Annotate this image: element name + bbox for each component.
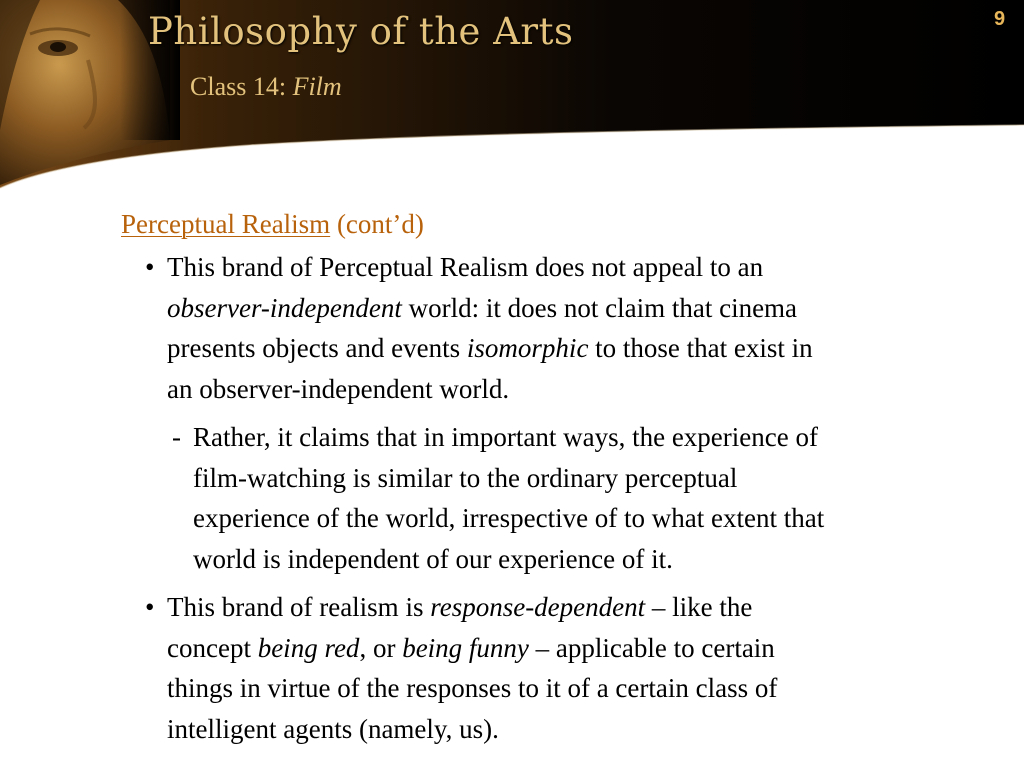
- class-label: Class 14:: [190, 72, 287, 101]
- emphasis-text: isomorphic: [466, 333, 589, 363]
- bullet-item: [145, 587, 778, 749]
- emphasis-text: being red: [257, 632, 360, 663]
- bullet-line: presents objects and events isomorphic to those that exist in: [167, 333, 813, 363]
- bullet-line: observer-independent world: it does not claim that cinema: [167, 292, 798, 323]
- sub-bullet-line: film-watching is similar to the ordinary perceptual: [193, 462, 738, 493]
- bullet-line: an observer-independent world.: [167, 373, 510, 404]
- bullet-marker: •: [145, 252, 155, 282]
- bullet-line: concept being red, or being funny – applicable to certain: [167, 632, 775, 663]
- bullet-line: intelligent agents (namely, us).: [167, 713, 499, 744]
- class-topic: Film: [292, 72, 342, 101]
- slide-number: 9: [994, 8, 1006, 30]
- sub-bullet-line: Rather, it claims that in important ways, the experience of: [193, 422, 818, 452]
- slide-heading: [121, 204, 424, 244]
- dash-marker: -: [172, 422, 181, 452]
- emphasis-text: response-dependent: [430, 592, 646, 622]
- bullet-line: This brand of realism is response-dependent – like the: [167, 592, 753, 622]
- heading-suffix: (cont’d): [336, 209, 424, 239]
- sub-bullet-line: world is independent of our experience of it.: [193, 543, 673, 574]
- bullet-line: things in virtue of the responses to it of a certain class of: [167, 673, 778, 703]
- emphasis-text: being funny: [402, 632, 529, 663]
- sub-bullet-line: experience of the world, irrespective of to what extent that: [193, 503, 825, 533]
- series-title: Philosophy of the Arts: [148, 10, 574, 53]
- emphasis-text: observer-independent: [167, 292, 402, 323]
- bullet-marker: •: [145, 592, 155, 622]
- bullet-line: This brand of Perceptual Realism does not appeal to an: [167, 252, 764, 282]
- sub-bullet-item: [172, 417, 825, 579]
- bullet-item: [145, 247, 813, 409]
- perceptual-realism-link[interactable]: Perceptual Realism: [121, 209, 331, 239]
